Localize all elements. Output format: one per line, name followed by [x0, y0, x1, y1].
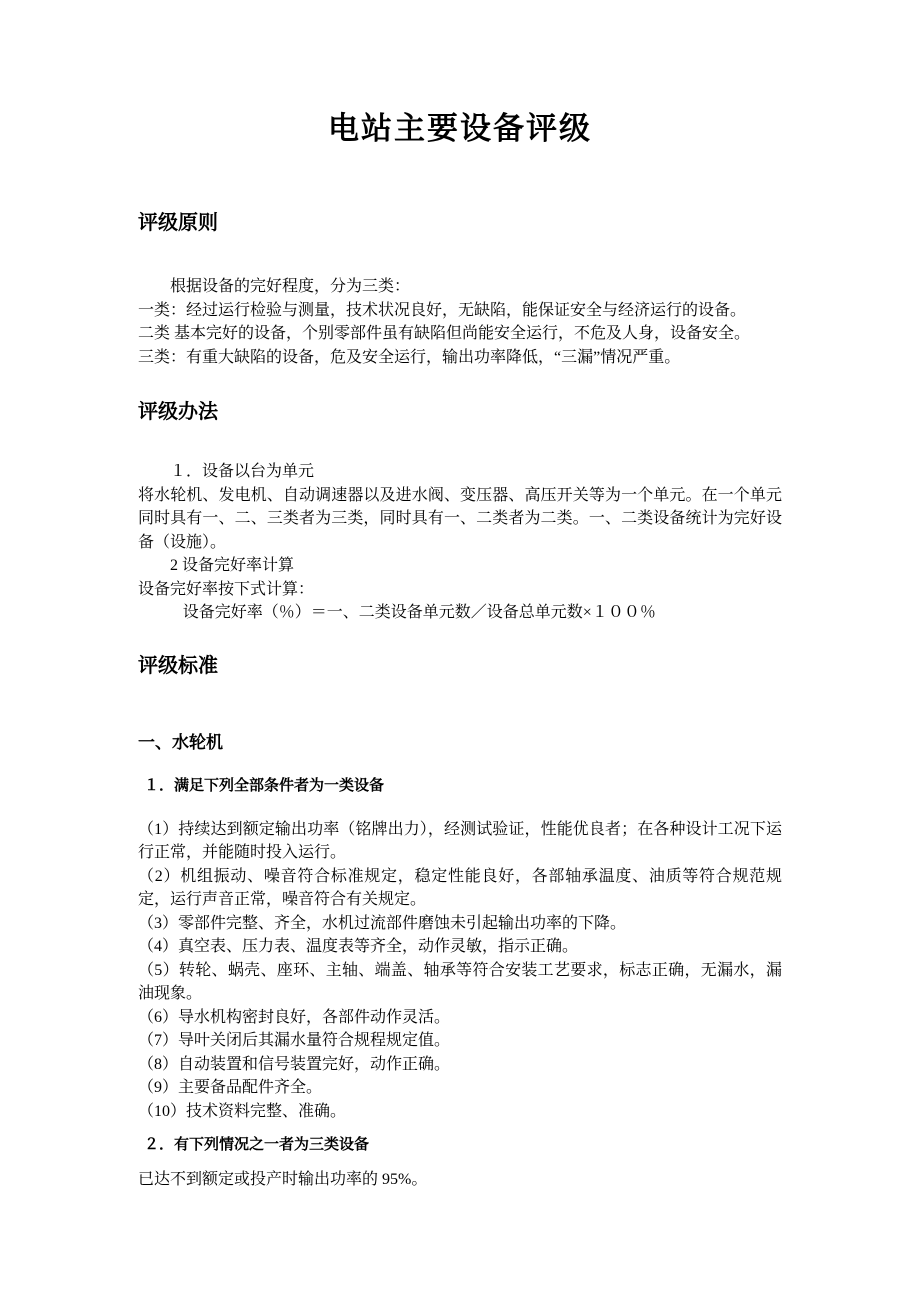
list-item: （1）持续达到额定输出功率（铭牌出力），经测试验证，性能优良者；在各种设计工况下运行正常，并能随时投入运行。	[138, 820, 782, 861]
list-item: （5）转轮、蜗壳、座环、主轴、端盖、轴承等符合安装工艺要求，标志正确，无漏水，漏油现象。	[138, 961, 782, 1002]
list-item: （4）真空表、压力表、温度表等齐全，动作灵敏，指示正确。	[138, 938, 579, 955]
page-title: 电站主要设备评级	[328, 111, 592, 146]
principles-paragraph	[138, 275, 782, 369]
method-item1-heading: １．设备以台为单元	[170, 463, 315, 480]
principles-line-class1: 一类：经过运行检验与测量，技术状况良好，无缺陷，能保证安全与经济运行的设备。	[138, 301, 747, 319]
list-item: （6）导水机构密封良好，各部件动作灵活。	[138, 1008, 451, 1026]
list-item: （8）自动装置和信号装置完好，动作正确。	[138, 1055, 451, 1073]
method-paragraph	[138, 460, 782, 625]
heading-turbine: 一、水轮机	[138, 732, 223, 752]
heading-method: 评级办法	[138, 401, 218, 423]
principles-intro: 根据设备的完好程度，分为三类：	[170, 278, 411, 295]
list-item: （3）零部件完整、齐全，水机过流部件磨蚀未引起输出功率的下降。	[138, 914, 627, 932]
list-item: （9）主要备品配件齐全。	[138, 1079, 323, 1096]
heading-class1-conditions: １．满足下列全部条件者为一类设备	[144, 776, 385, 794]
heading-class3-conditions: ２．有下列情况之一者为三类设备	[144, 1136, 370, 1153]
method-item1-body: 将水轮机、发电机、自动调速器以及进水阀、变压器、高压开关等为一个单元。在一个单元同时具有一、二、三类者为三类，同时具有一、二类者为二类。一、二类设备统计为完好设备（设施）。	[138, 486, 782, 551]
method-item2-heading: 2 设备完好率计算	[170, 557, 295, 574]
principles-line-class3: 三类：有重大缺陷的设备，危及安全运行，输出功率降低，“三漏”情况严重。	[138, 348, 681, 366]
class1-items	[138, 818, 782, 1124]
list-item: （2）机组振动、噪音符合标准规定，稳定性能良好，各部轴承温度、油质等符合规范规定，运行声音正常，噪音符合有关规定。	[138, 867, 782, 908]
principles-line-class2: 二类 基本完好的设备，个别零部件虽有缺陷但尚能安全运行，不危及人身，设备安全。	[138, 325, 751, 342]
list-item: （7）导叶关闭后其漏水量符合规程规定值。	[138, 1032, 451, 1049]
list-item: （10）技术资料完整、准确。	[138, 1102, 347, 1120]
method-item2-body: 设备完好率按下式计算：	[138, 580, 315, 598]
class3-body: 已达不到额定或投产时输出功率的 95%。	[138, 1171, 428, 1188]
heading-principles: 评级原则	[138, 212, 218, 234]
method-formula: 设备完好率（％）＝一、二类设备单元数／设备总单元数×１００％	[182, 604, 656, 621]
heading-standard: 评级标准	[138, 654, 218, 677]
